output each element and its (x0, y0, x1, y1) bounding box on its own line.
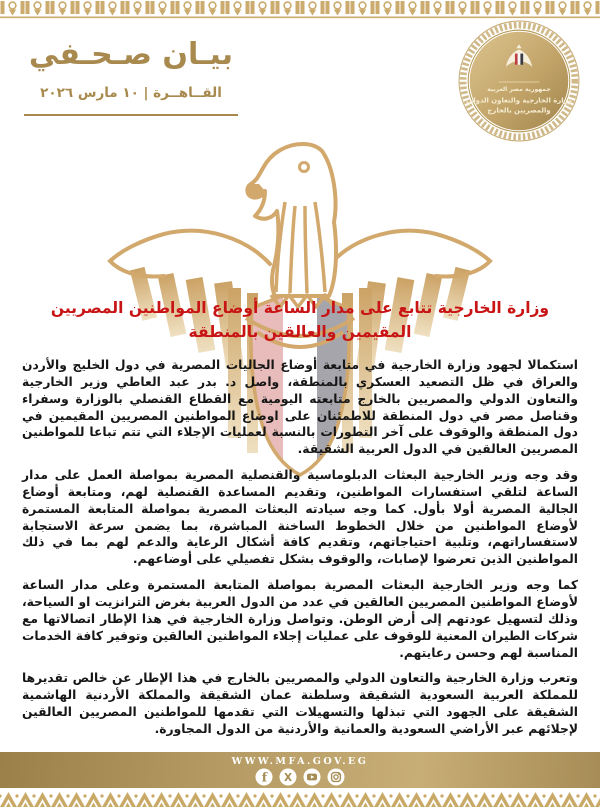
seal-ministry-line1: وزارة الخارجية والتعاون الدولي (466, 96, 572, 105)
instagram-icon[interactable] (327, 768, 345, 786)
seal-country-name: جمهورية مصر العربية (487, 86, 551, 94)
paragraph-3: كما وجه وزير الخارجية البعثات المصرية بمواصلة المتابعة المستمرة وعلى مدار الساعة لأوضاع المواطنين المصريين العالقين في عدد من الدول العربية بغرض الترانزيت او السياحة، وذلك لتسهيل عودتهم إلى أرض الوطن. وتواصل وزارة الخارجية في هذا الإطار اتصالاتها مع شركات الطيران المعنية للوقوف على عمليات إجلاء المواطنين العالقين وتوفير كافة الخدمات المناسبة لهم وحسن رعايتهم. (22, 578, 578, 660)
footer (0, 752, 600, 788)
svg-text:X: X (283, 771, 293, 784)
website-url[interactable]: WWW.MFA.GOV.EG (231, 756, 369, 767)
youtube-icon[interactable] (303, 768, 321, 786)
paragraph-1: استكمالا لجهود وزارة الخارجية في متابعة أوضاع الجاليات المصرية في دول الخليج والأردن والعراق في ظل التصعيد العسكري بالمنطقة، واصل د. بدر عبد العاطي وزير الخارجية والتعاون الدولي والمصريين بالخارج متابعته اليومية مع القطاع القنصلي بالوزارة وسفراء وقناصل مصر في دول المنطقة للاطمئنان على اوضاع المواطنين المصريين المقيمين في دول المنطقة والوقوف على آخر التطورات بالنسبة لعمليات الإجلاء التي تتم تباعا للمواطنين المصريين العالقين في الدول العربية الشقيقة. (22, 358, 578, 457)
statement-type-heading: بيـان صـحـفي (28, 37, 234, 72)
social-icons-row (0, 768, 600, 786)
svg-text:f: f (261, 769, 268, 785)
header-divider (24, 114, 238, 116)
paragraph-4: وتعرب وزارة الخارجية والتعاون الدولي والمصريين بالخارج في هذا الإطار عن خالص تقديرها للمملكة العربية السعودية الشقيقة وسلطنة عمان الشقيقة والمملكة الأردنية الهاشمية الشقيقة على الجهود التي تبذلها والتسهيلات التي تقدمها للمواطنين المصريين العالقين لإجلائهم عبر الأراضي السعودية والعمانية والأردنية من الدول المجاورة. (22, 671, 578, 736)
seal-ministry-line2: والمصريين بالخارج (487, 106, 551, 115)
date-line: القــاهــرة | ١٠ مارس ٢٠٢٦ (40, 84, 222, 101)
x-icon[interactable] (279, 768, 297, 786)
ministry-seal (456, 18, 582, 144)
header-block (24, 38, 238, 116)
top-ornament-border (0, 0, 600, 20)
bottom-ornament-border (0, 788, 600, 810)
paragraph-2: وقد وجه وزير الخارجية البعثات الدبلوماسية والقنصلية المصرية بمواصلة العمل على مدار الساعة لتلقي استفسارات المواطنين، وتقديم المساعدة القنصلية لهم، ومتابعة أوضاع الجالية المصرية أولا بأول. كما وجه سيادته البعثات المصرية بمواصلة المتابعة المستمرة لأوضاع المواطنين من خلال الخطوط الساخنة المباشرة، بما يضمن سرعة الاستجابة لاستفساراتهم، وتلبية احتياجاتهم، وتقديم كافة أشكال الرعاية والدعم لهم بما في ذلك المواطنين الذين تعرضوا لإصابات، والوقوف بشكل تفصيلي على أوضاعهم. (22, 468, 578, 567)
press-release-title: وزارة الخارجية تتابع على مدار الساعة أوضاع المواطنين المصريين المقيمين والعالقين بالمنطقة (50, 299, 550, 342)
facebook-icon[interactable] (255, 768, 273, 786)
document-body (22, 296, 578, 747)
